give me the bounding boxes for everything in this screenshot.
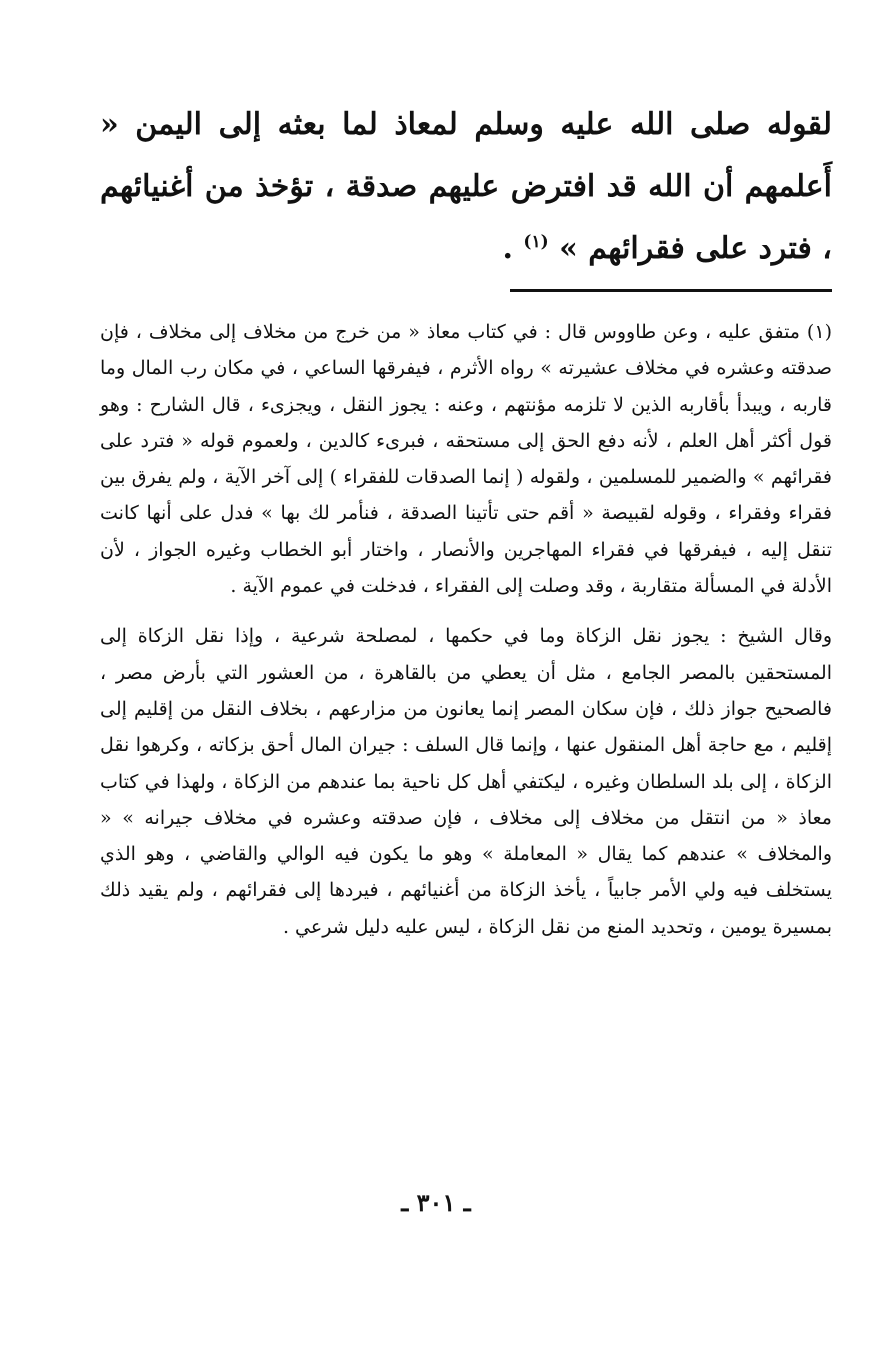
footnote-reference: (١)	[523, 232, 549, 252]
footnote-separator-line	[510, 289, 832, 292]
footnote-paragraph: (١) متفق عليه ، وعن طاووس قال : في كتاب معاذ « من خرج من مخلاف إلى مخلاف ، فإن صدقته وعشره في مخلاف عشيرته » رواه الأثرم ، فيفرقها الساعي ، في مكان رب المال وما قاربه ، ويبدأ بأقاربه الذين لا تلزمه مؤنتهم ، وعنه : يجوز النقل ، ويجزىء ، قال الشارح : وهو قول أكثر أهل العلم ، لأنه دفع الحق إلى مستحقه ، فبرىء كالدين ، ولعموم قوله « فترد على فقرائهم » والضمير للمسلمين ، ولقوله ( إنما الصدقات للفقراء ) إلى آخر الآية ، ولم يفرق بين فقراء وفقراء ، وقوله لقبيصة « أقم حتى تأتينا الصدقة ، فنأمر لك بها » فدل على أنها كانت تنقل إليه ، فيفرقها في فقراء المهاجرين والأنصار ، واختار أبو الخطاب وغيره الجواز ، لأن الأدلة في المسألة متقاربة ، وقد وصلت إلى الفقراء ، فدخلت في عموم الآية .	[100, 321, 832, 598]
footnote-paragraph: وقال الشيخ : يجوز نقل الزكاة وما في حكمها ، لمصلحة شرعية ، وإذا نقل الزكاة إلى المستحقين بالمصر الجامع ، مثل أن يعطي من بالقاهرة ، من العشور التي بأرض مصر ، فالصحيح جواز ذلك ، فإن سكان المصر إنما يعانون من مزارعهم ، بخلاف النقل من إقليم إلى إقليم ، مع حاجة أهل المنقول عنها ، وإنما قال السلف : جيران المال أحق بزكاته ، وكرهوا نقل الزكاة ، إلى بلد السلطان وغيره ، ليكتفي أهل كل ناحية بما عندهم من الزكاة ، ولهذا في كتاب معاذ « من انتقل من مخلاف إلى مخلاف ، فإن صدقته وعشره في مخلاف جيرانه » « والمخلاف » عندهم كما يقال « المعاملة » وهو ما يكون فيه الوالي والقاضي ، وهو الذي يستخلف فيه ولي الأمر جابياً ، يأخذ الزكاة من أغنيائهم ، فيردها إلى فقرائهم ، ولم يقيد ذلك بمسيرة يومين ، وتحديد المنع من نقل الزكاة ، ليس عليه دليل شرعي .	[100, 625, 832, 938]
page-number: ـ ٣٠١ ـ	[401, 1188, 471, 1217]
main-text-end: .	[502, 231, 524, 266]
main-hadith-text	[100, 94, 832, 280]
footnotes-section	[100, 314, 832, 945]
main-text-body: لقوله صلى الله عليه وسلم لمعاذ لما بعثه إلى اليمن « أَعلمهم أن الله قد افترض عليهم صدقة ، تؤخذ من أغنيائهم ، فترد على فقرائهم »	[100, 107, 832, 266]
